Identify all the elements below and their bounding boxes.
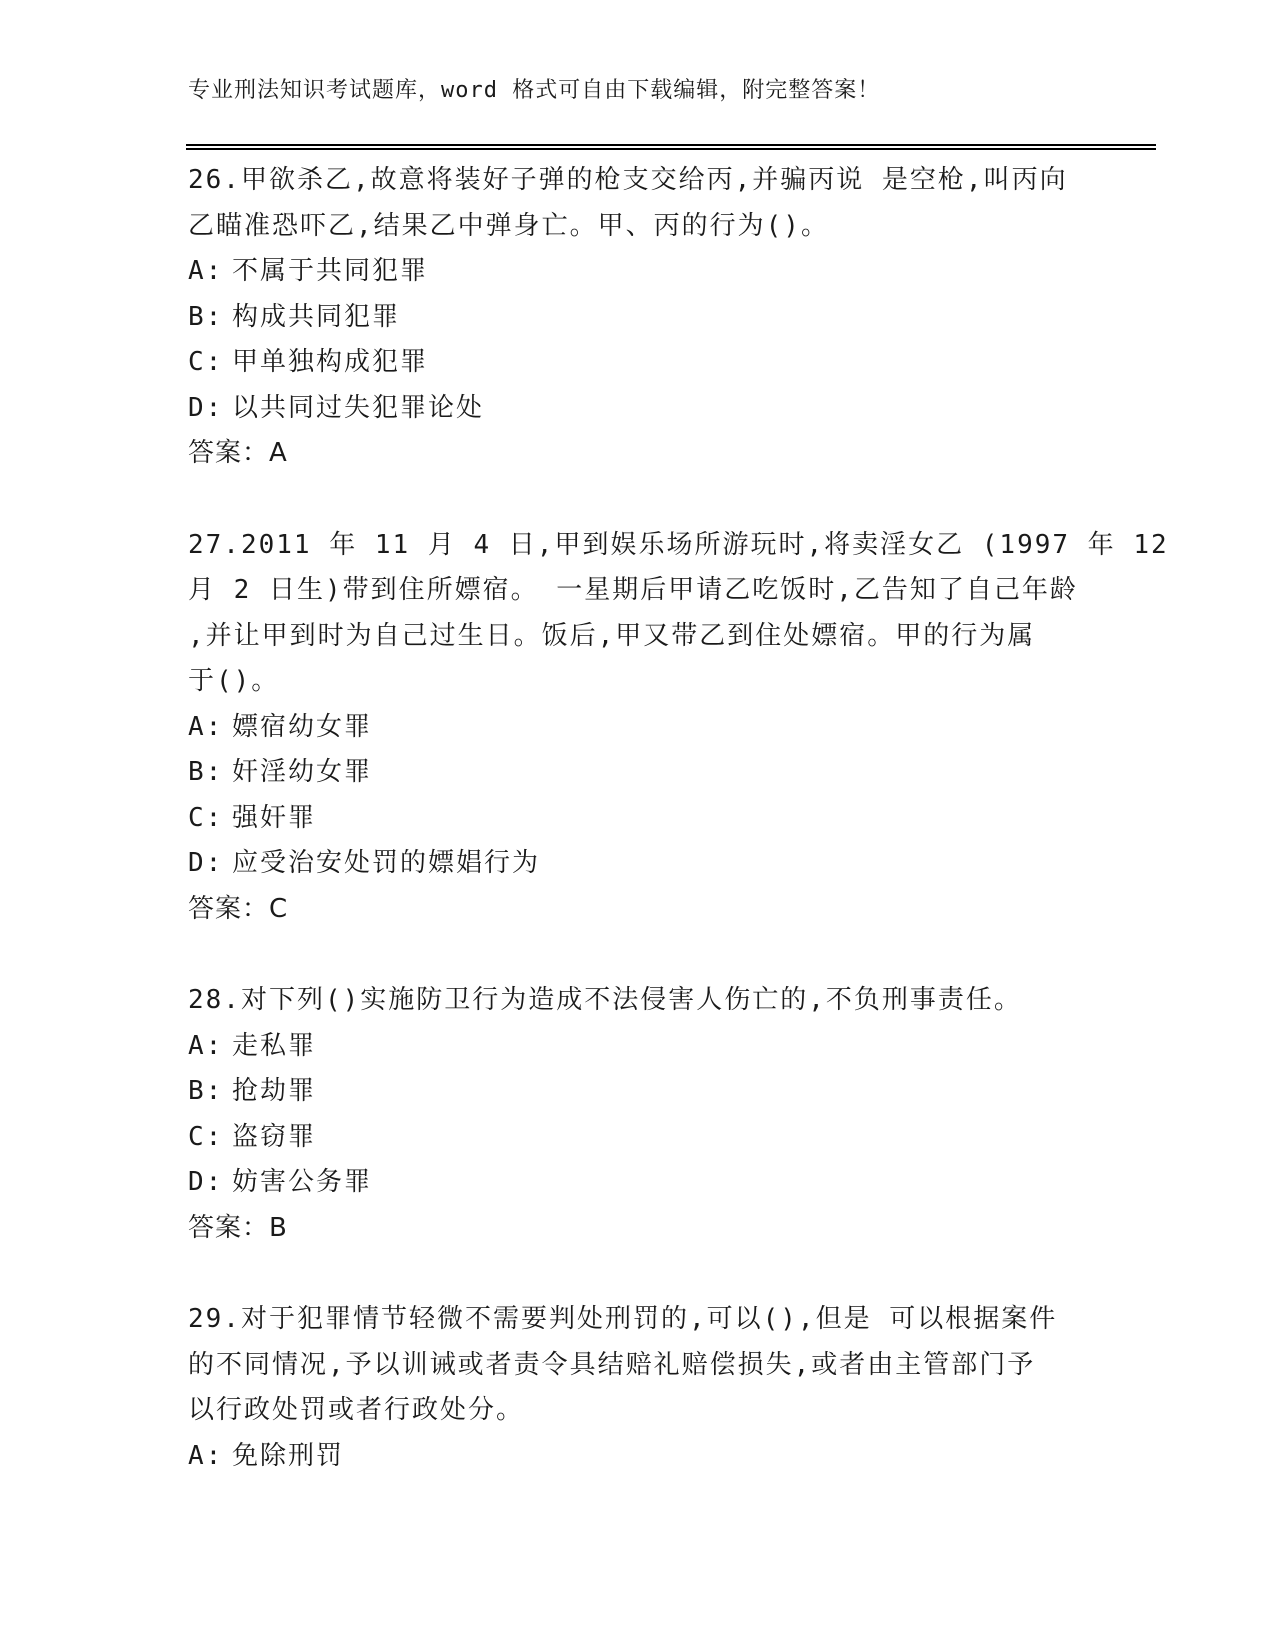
option-key: A: xyxy=(188,711,224,742)
option-text: 妨害公务罪 xyxy=(232,1167,373,1197)
option-text: 不属于共同犯罪 xyxy=(232,256,429,286)
option-c xyxy=(188,1115,1088,1161)
option-text: 奸淫幼女罪 xyxy=(232,757,373,787)
option-text: 走私罪 xyxy=(232,1030,317,1061)
option-a xyxy=(188,1024,1088,1070)
question-stem-line: 于()。 xyxy=(188,666,280,696)
option-a xyxy=(188,249,1088,295)
option-c xyxy=(188,796,1088,842)
question-stem-line: 27.2011 年 11 月 4 日,甲到娱乐场所游玩时,将卖淫女乙 (1997 年 12 xyxy=(188,529,1169,560)
option-b xyxy=(188,1069,1088,1115)
option-key: A: xyxy=(188,256,224,286)
option-text: 甲单独构成犯罪 xyxy=(232,347,429,377)
option-key: B: xyxy=(188,1076,224,1106)
option-text: 免除刑罚 xyxy=(232,1440,345,1471)
question-list xyxy=(188,158,1169,1525)
option-c xyxy=(188,340,1088,386)
option-key: D: xyxy=(188,848,224,878)
option-b xyxy=(188,750,1088,796)
question-stem-line: 26.甲欲杀乙,故意将装好子弹的枪支交给丙,并骗丙说 是空枪,叫丙向 xyxy=(188,165,1068,195)
option-key: A: xyxy=(188,1030,224,1061)
option-b xyxy=(188,295,1088,341)
option-key: D: xyxy=(188,1167,224,1197)
option-d xyxy=(188,1160,1088,1206)
header-divider xyxy=(186,144,1156,150)
option-key: D: xyxy=(188,392,224,423)
option-a xyxy=(188,705,1088,751)
question-stem-line: 28.对下列()实施防卫行为造成不法侵害人伤亡的,不负刑事责任。 xyxy=(188,985,1022,1015)
question-stem-line: ,并让甲到时为自己过生日。饭后,甲又带乙到住处嫖宿。甲的行为属 xyxy=(188,620,1036,651)
question-stem-line: 以行政处罚或者行政处分。 xyxy=(188,1395,525,1425)
option-text: 应受治安处罚的嫖娼行为 xyxy=(232,848,541,878)
question-stem-line: 29.对于犯罪情节轻微不需要判处刑罚的,可以(),但是 可以根据案件 xyxy=(188,1304,1058,1334)
question-stem-line: 乙瞄准恐吓乙,结果乙中弹身亡。甲、丙的行为()。 xyxy=(188,210,829,241)
option-a xyxy=(188,1434,1088,1480)
option-text: 构成共同犯罪 xyxy=(232,301,401,332)
question-27 xyxy=(188,523,1169,933)
question-29 xyxy=(188,1297,1088,1479)
option-key: C: xyxy=(188,802,224,833)
option-text: 抢劫罪 xyxy=(232,1076,317,1106)
question-stem-line: 的不同情况,予以训诫或者责令具结赔礼赔偿损失,或者由主管部门予 xyxy=(188,1349,1036,1380)
option-key: B: xyxy=(188,301,224,332)
option-key: C: xyxy=(188,347,224,377)
page-header: 专业刑法知识考试题库，word 格式可自由下载编辑，附完整答案！ xyxy=(188,78,881,103)
option-d xyxy=(188,841,1088,887)
option-text: 盗窃罪 xyxy=(232,1121,317,1152)
answer-line: 答案：A xyxy=(188,438,288,468)
question-stem-line: 月 2 日生)带到住所嫖宿。 一星期后甲请乙吃饭时,乙告知了自己年龄 xyxy=(188,575,1078,605)
option-d xyxy=(188,386,1088,432)
question-26 xyxy=(188,158,1088,477)
option-key: B: xyxy=(188,757,224,787)
option-text: 强奸罪 xyxy=(232,802,317,833)
answer-line: 答案：B xyxy=(188,1212,288,1243)
option-text: 以共同过失犯罪论处 xyxy=(232,392,485,423)
answer-line: 答案：C xyxy=(188,893,289,924)
option-key: A: xyxy=(188,1440,224,1471)
option-key: C: xyxy=(188,1121,224,1152)
question-28 xyxy=(188,978,1088,1251)
option-text: 嫖宿幼女罪 xyxy=(232,711,373,742)
